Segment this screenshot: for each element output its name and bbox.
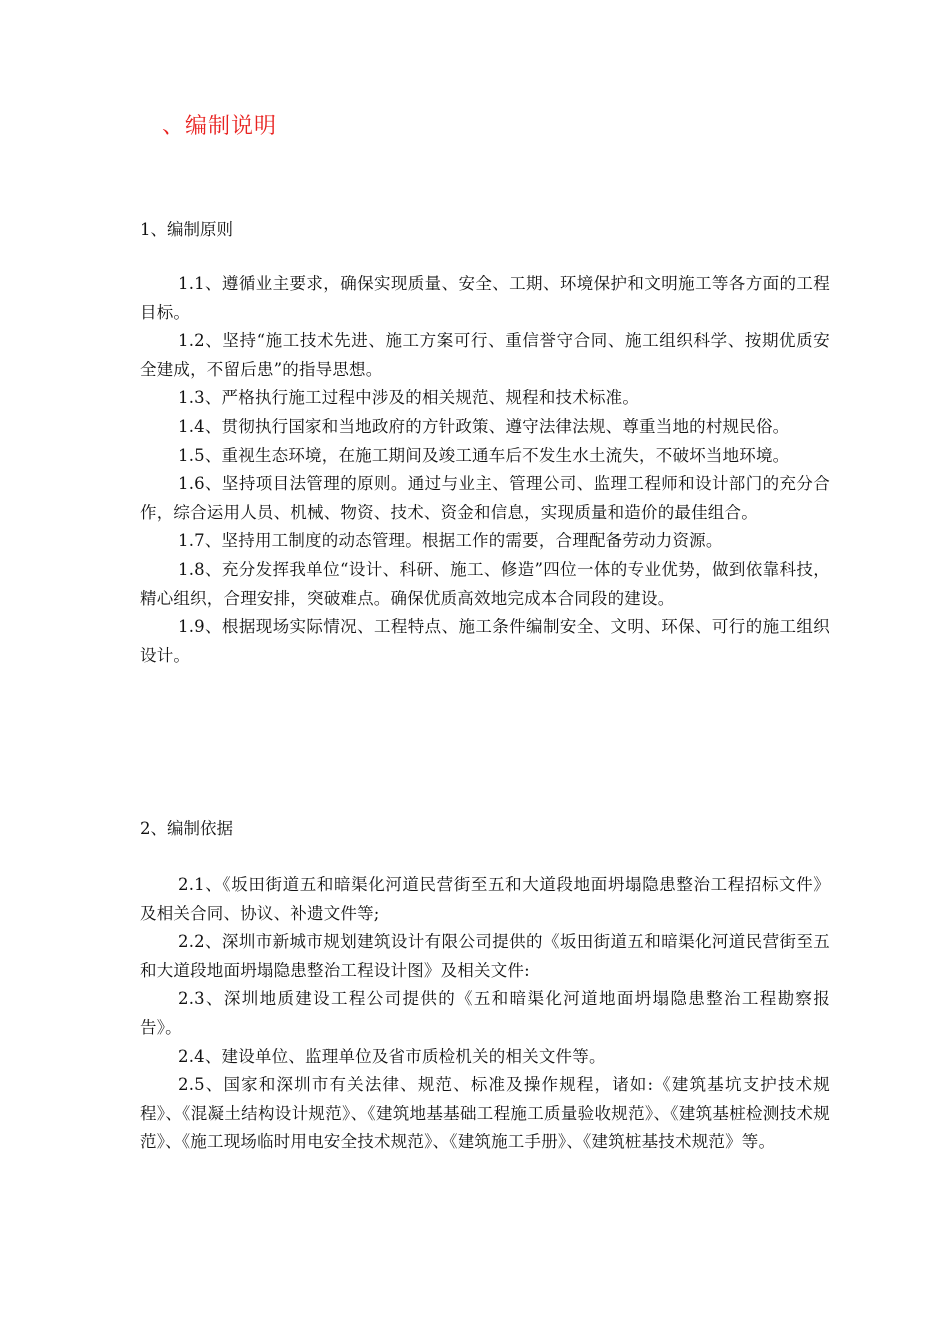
- section-compilation-basis: [140, 815, 830, 1157]
- section-compilation-principles: [140, 216, 830, 670]
- paragraph: 2.2、深圳市新城市规划建筑设计有限公司提供的《坂田街道五和暗渠化河道民营街至五和大道段地面坍塌隐患整治工程设计图》及相关文件:: [140, 932, 830, 980]
- paragraph: 2.1、《坂田街道五和暗渠化河道民营街至五和大道段地面坍塌隐患整治工程招标文件》及相关合同、协议、补遗文件等;: [140, 875, 830, 923]
- paragraph-list: [140, 270, 830, 670]
- paragraph: 2.5、国家和深圳市有关法律、规范、标准及操作规程，诸如:《建筑基坑支护技术规程》、《混凝土结构设计规范》、《建筑地基基础工程施工质量验收规范》、《建筑基桩检测技术规范》、《施工现场临时用电安全技术规范》、《建筑施工手册》、《建筑桩基技术规范》等。: [140, 1075, 830, 1152]
- paragraph: 1.4、贯彻执行国家和当地政府的方针政策、遵守法律法规、尊重当地的村规民俗。: [178, 416, 790, 436]
- section-heading: 2、编制依据: [140, 819, 233, 838]
- paragraph: 1.1、遵循业主要求，确保实现质量、安全、工期、环境保护和文明施工等各方面的工程目标。: [140, 274, 830, 322]
- paragraph: 2.3、深圳地质建设工程公司提供的《五和暗渠化河道地面坍塌隐患整治工程勘察报告》。: [140, 989, 830, 1037]
- document-title: 、编制说明: [162, 114, 278, 139]
- paragraph: 1.9、根据现场实际情况、工程特点、施工条件编制安全、文明、环保、可行的施工组织设计。: [140, 617, 830, 665]
- section-heading: 1、编制原则: [140, 220, 233, 239]
- paragraph: 2.4、建设单位、监理单位及省市质检机关的相关文件等。: [178, 1046, 606, 1066]
- paragraph: 1.7、坚持用工制度的动态管理。根据工作的需要，合理配备劳动力资源。: [178, 531, 723, 551]
- paragraph: 1.3、严格执行施工过程中涉及的相关规范、规程和技术标准。: [178, 388, 640, 408]
- paragraph: 1.5、重视生态环境，在施工期间及竣工通车后不发生水土流失，不破坏当地环境。: [178, 445, 790, 465]
- paragraph: 1.6、坚持项目法管理的原则。通过与业主、管理公司、监理工程师和设计部门的充分合作，综合运用人员、机械、物资、技术、资金和信息，实现质量和造价的最佳组合。: [140, 474, 830, 522]
- paragraph: 1.8、充分发挥我单位“设计、科研、施工、修造”四位一体的专业优势，做到依靠科技，精心组织，合理安排，突破难点。确保优质高效地完成本合同段的建设。: [140, 559, 830, 608]
- paragraph-list: [140, 871, 830, 1157]
- paragraph: 1.2、坚持“施工技术先进、施工方案可行、重信誉守合同、施工组织科学、按期优质安全建成，不留后患”的指导思想。: [140, 331, 830, 379]
